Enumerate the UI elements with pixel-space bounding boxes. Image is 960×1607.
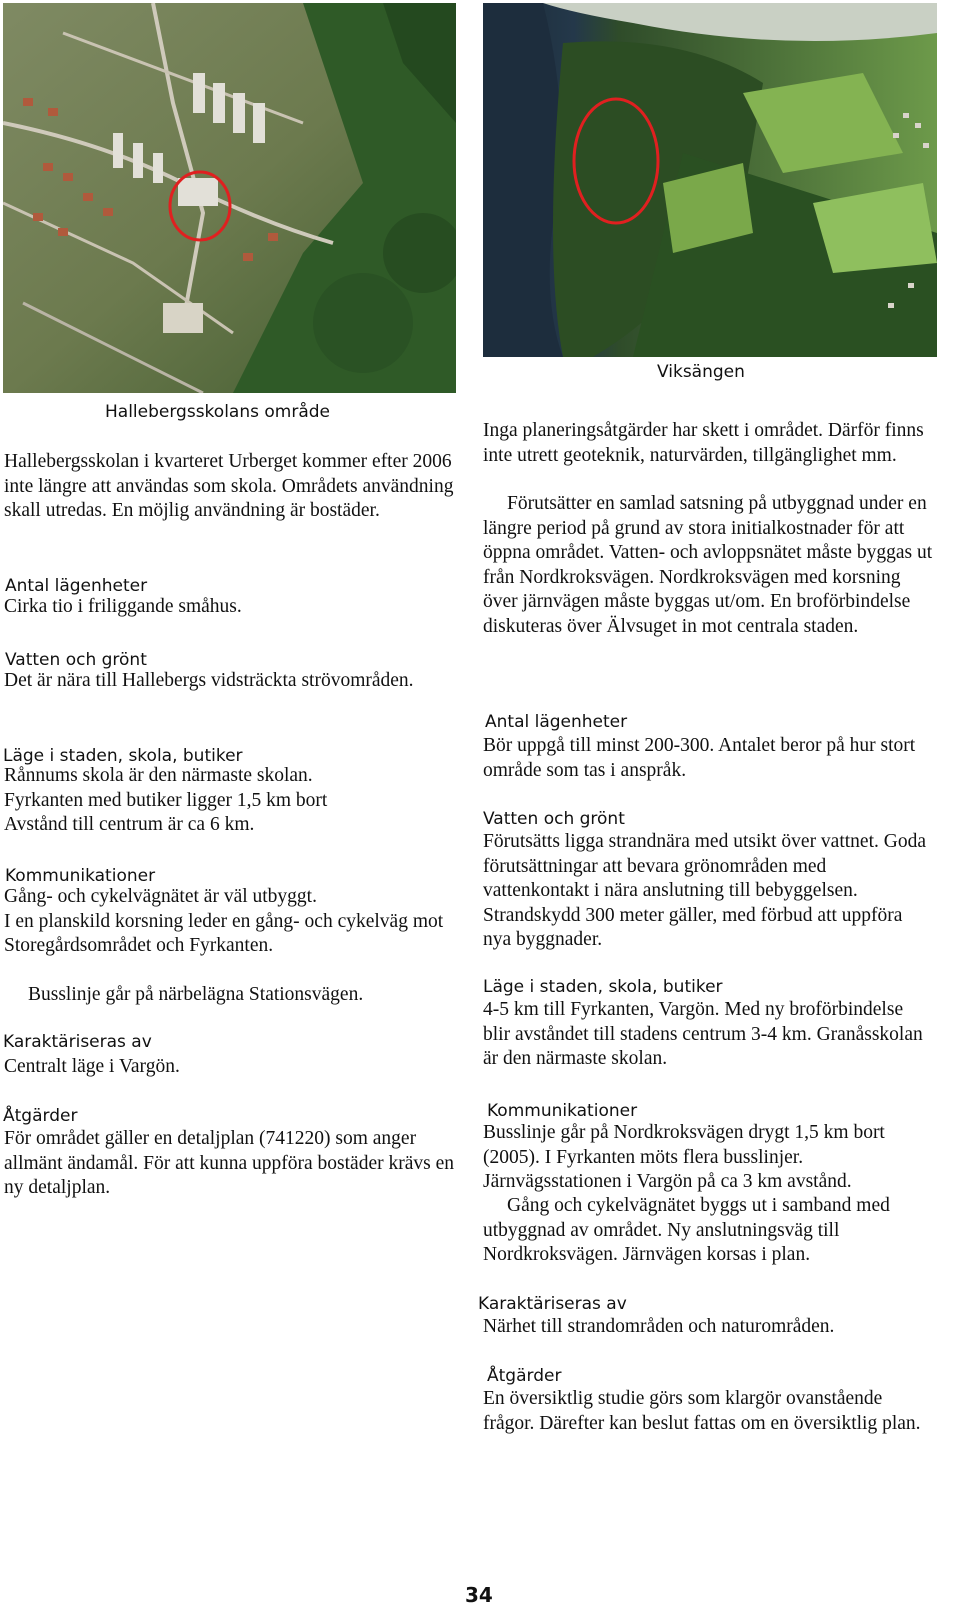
- left-heading-vatten: Vatten och grönt: [5, 650, 147, 670]
- aerial-photo-hallebergsskolan: [3, 3, 456, 393]
- right-intro-2: Förutsätter en samlad satsning på utbyggnad under en längre period på grund av stora initialkostnader för att öppna området. Vatten- och avloppsnätet måste byggas ut från Nordkroksvägen. Nordkroksvägen med korsning över järnvägen måste byggas ut/om. En broförbindelse diskuteras över Älvsuget in mot centrala staden.: [483, 493, 933, 637]
- left-text-antal: Cirka tio i friliggande småhus.: [4, 596, 242, 617]
- left-heading-antal: Antal lägenheter: [5, 576, 148, 596]
- right-text-karaktar: Närhet till strandområden och naturområden.: [483, 1316, 835, 1337]
- right-heading-kommunikationer: Kommunikationer: [487, 1101, 638, 1121]
- right-text-lage: 4-5 km till Fyrkanten, Vargön. Med ny broförbindelse blir avståndet till stadens centrum 3-4 km. Granåsskolan är den närmaste skolan.: [483, 999, 923, 1070]
- left-intro: Hallebergsskolan i kvarteret Urberget kommer efter 2006 inte längre att användas som skola. Områdets användning skall utredas. En möjlig användning är bostäder.: [4, 451, 454, 522]
- left-text-kommunikationer-2: Busslinje går på närbelägna Stationsvägen.: [28, 984, 364, 1005]
- right-text-vatten: Förutsätts ligga strandnära med utsikt över vattnet. Goda förutsättningar att bevara grönområden med vattenkontakt i nära anslutning till bebyggelsen. Strandskydd 300 meter gäller, med förbud att uppföra nya byggnader.: [483, 831, 926, 951]
- left-text-karaktar: Centralt läge i Vargön.: [4, 1056, 180, 1077]
- right-intro: Inga planeringsåtgärder har skett i området. Därför finns inte utrett geoteknik, naturvärden, tillgänglighet mm.: [483, 420, 924, 466]
- left-heading-kommunikationer: Kommunikationer: [5, 866, 156, 886]
- left-text-vatten: Det är nära till Hallebergs vidsträckta strövområden.: [4, 670, 414, 691]
- left-text-atgarder: För området gäller en detaljplan (741220) som anger allmänt ändamål. För att kunna uppföra bostäder krävs en ny detaljplan.: [4, 1128, 454, 1199]
- right-text-antal: Bör uppgå till minst 200-300. Antalet beror på hur stort område som tas i anspråk.: [483, 735, 916, 781]
- photo-caption-right: Viksängen: [657, 362, 745, 382]
- aerial-photo-viksangen: [483, 3, 937, 357]
- right-heading-lage: Läge i staden, skola, butiker: [483, 977, 723, 997]
- right-text-kommunikationer-2: Gång och cykelvägnätet byggs ut i samband med utbyggnad av området. Ny anslutningsväg till Nordkroksvägen. Järnvägen korsas i plan.: [483, 1195, 890, 1266]
- right-heading-karaktar: Karaktäriseras av: [478, 1294, 627, 1314]
- photo-caption-left: Hallebergsskolans område: [105, 402, 330, 422]
- left-text-lage: Rånnums skola är den närmaste skolan. Fyrkanten med butiker ligger 1,5 km bort Avstånd till centrum är ca 6 km.: [4, 765, 328, 836]
- right-heading-antal: Antal lägenheter: [485, 712, 628, 732]
- right-text-atgarder: En översiktlig studie görs som klargör ovanstående frågor. Därefter kan beslut fattas om en översiktlig plan.: [483, 1388, 921, 1434]
- left-heading-lage: Läge i staden, skola, butiker: [3, 746, 243, 766]
- right-heading-atgarder: Åtgärder: [487, 1366, 562, 1386]
- left-text-kommunikationer: Gång- och cykelvägnätet är väl utbyggt. I en planskild korsning leder en gång- och cykelväg mot Storegårdsområdet och Fyrkanten.: [4, 886, 444, 957]
- left-heading-karaktar: Karaktäriseras av: [3, 1032, 152, 1052]
- page-number: 34: [465, 1583, 493, 1607]
- right-text-kommunikationer: Busslinje går på Nordkroksvägen drygt 1,5 km bort (2005). I Fyrkanten möts flera busslinjer. Järnvägsstationen i Vargön på ca 3 km avstånd.: [483, 1122, 885, 1193]
- left-heading-atgarder: Åtgärder: [3, 1106, 78, 1126]
- right-heading-vatten: Vatten och grönt: [483, 809, 625, 829]
